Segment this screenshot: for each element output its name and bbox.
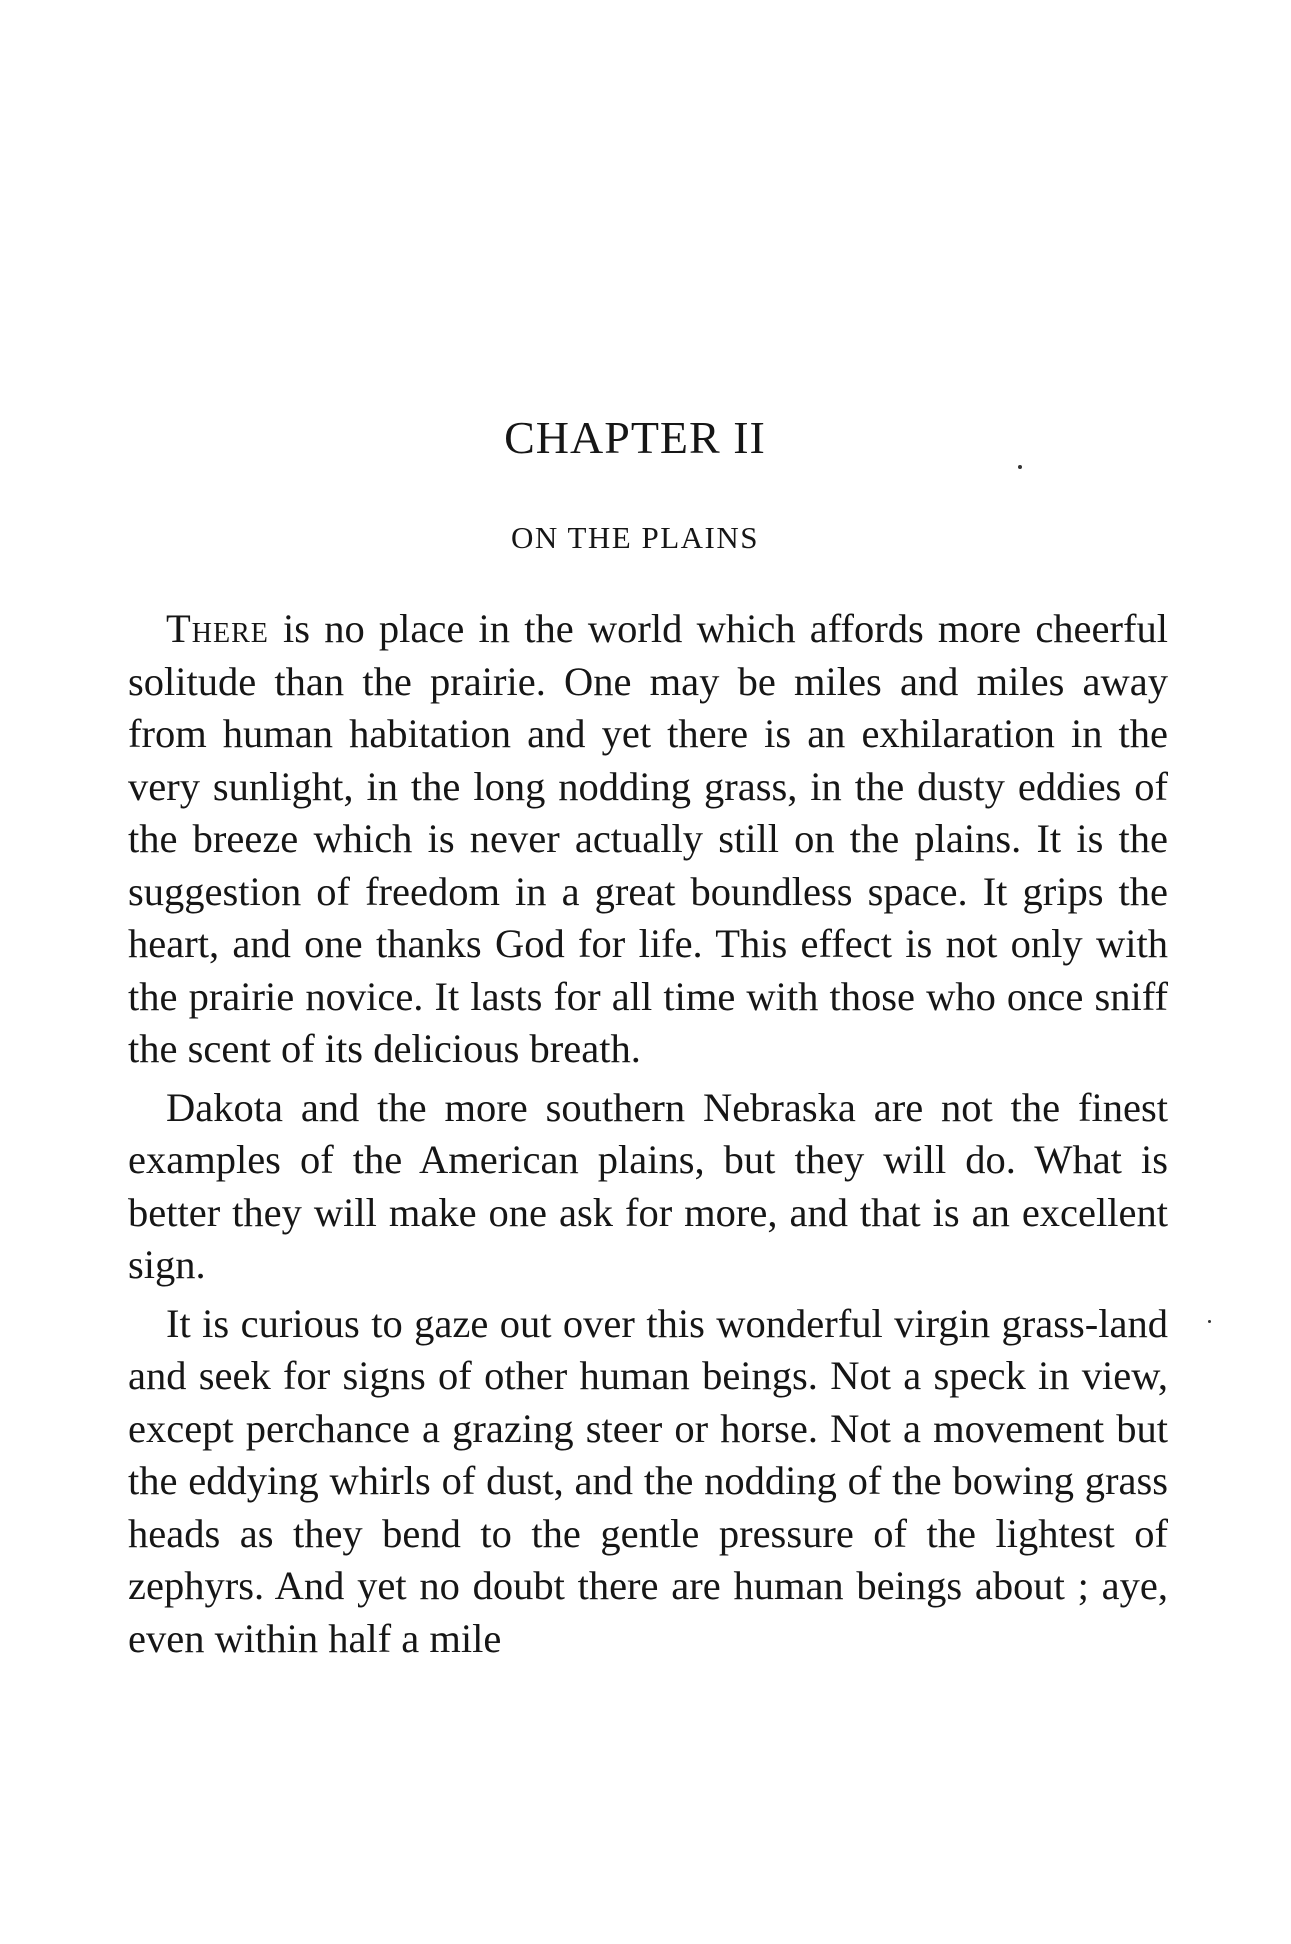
print-speck [1208, 1320, 1211, 1323]
chapter-body [128, 603, 1168, 1665]
chapter-subtitle: ON THE PLAINS [511, 520, 759, 555]
paragraph: Dakota and the more southern Nebraska are not the finest examples of the American plains, but they will do. What is better they will make one ask for more, and that is an excellent sign. [128, 1084, 1168, 1287]
print-speck [1018, 465, 1022, 469]
paragraph-lead-word: There [166, 606, 269, 651]
chapter-heading: CHAPTER II [504, 412, 766, 463]
paragraph-text: is no place in the world which affords more cheerful solitude than the prairie. One may be miles and miles away from human habitation and yet there is an exhilaration in the very sunlight, in the long nodding grass, in the dusty eddies of the breeze which is never actually still on the plains. It is the suggestion of freedom in a great boundless space. It grips the heart, and one thanks God for life. This effect is not only with the prairie novice. It lasts for all time with those who once sniff the scent of its delicious breath. [128, 606, 1168, 1071]
paragraph [128, 603, 1168, 1076]
paragraph: It is curious to gaze out over this wonderful virgin grass-land and seek for signs of other human beings. Not a speck in view, except perchance a grazing steer or horse. Not a movement but the eddying whirls of dust, and the nodding of the bowing grass heads as they bend to the gentle pressure of the lightest of zephyrs. And yet no doubt there are human beings about ; aye, even within half a mile [128, 1300, 1168, 1661]
